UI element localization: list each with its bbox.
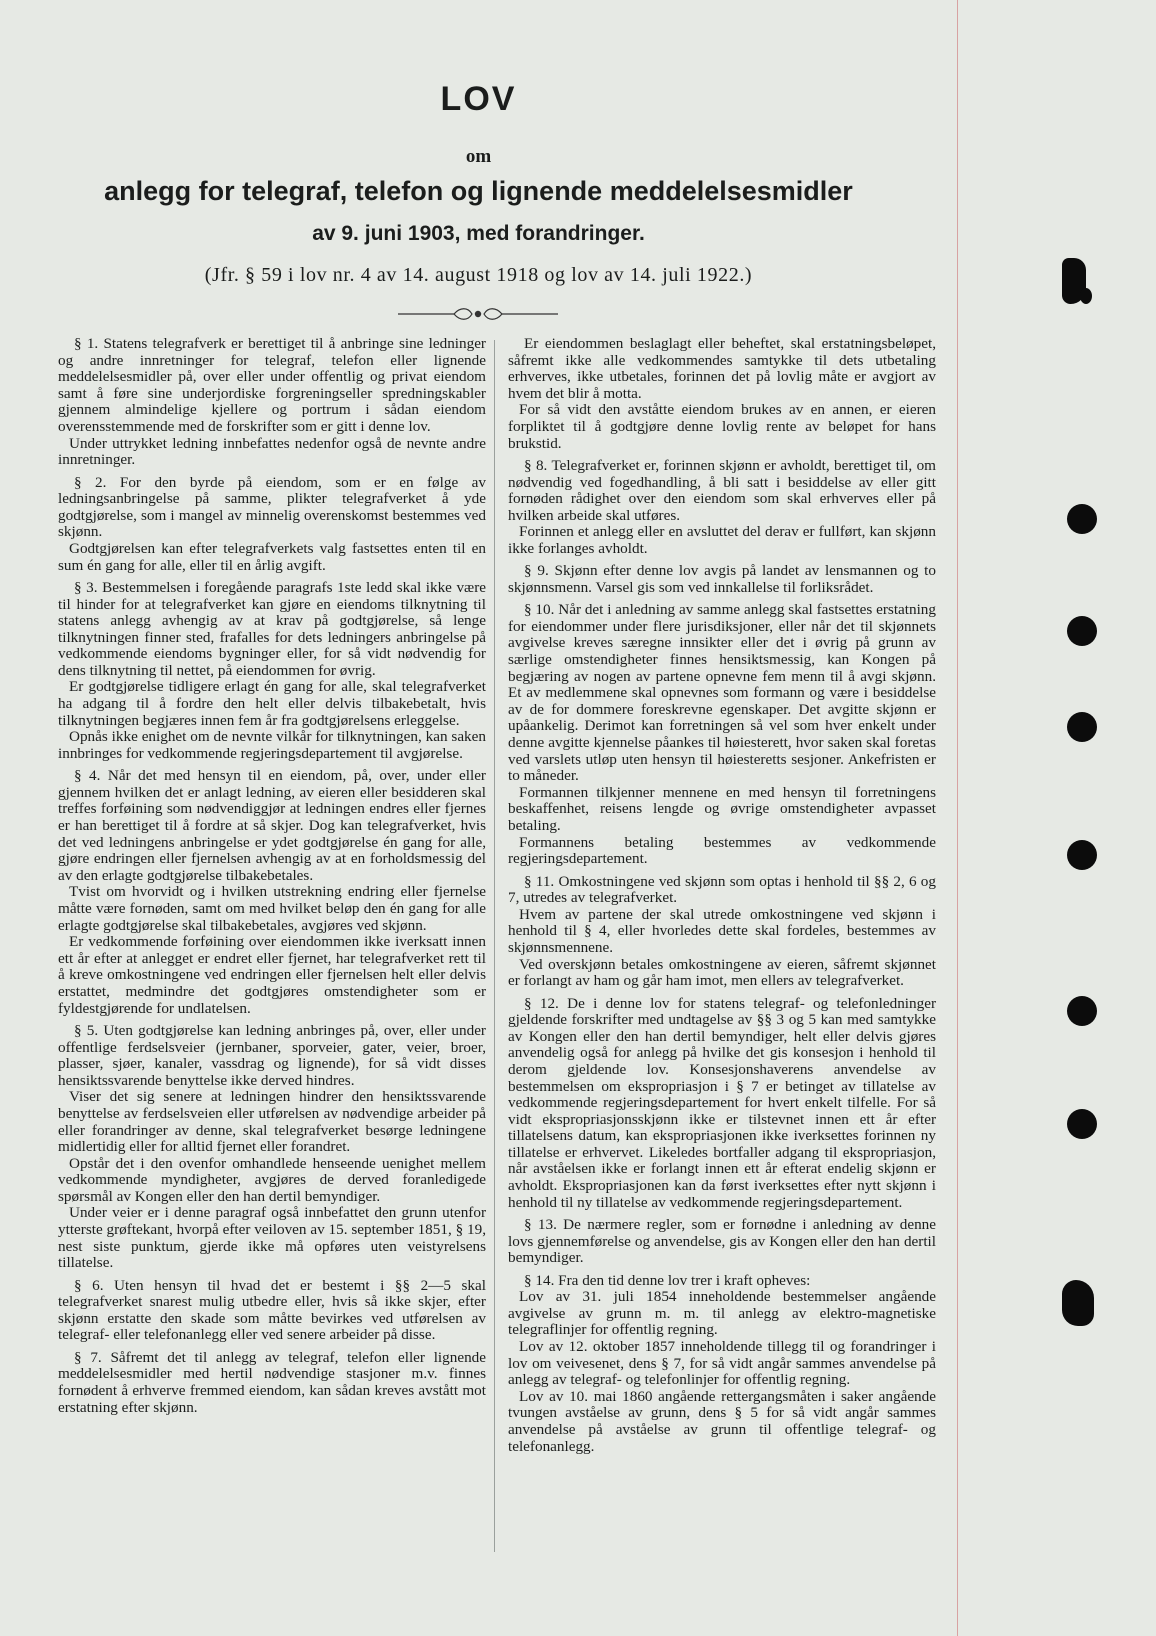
paragraph-section-7: § 7. Såfremt det til anlegg av telegraf, telefon eller lignende meddelelsesmidler med hertil nødvendige stasjoner m.v. finnes fornødent å erhverve fremmed eiendom, kan sådan kreves avstått mot erstatning efter skjønn. bbox=[58, 1348, 486, 1416]
paragraph-section-10: § 10. Når det i anledning av samme anlegg skal fastsettes erstatning for eiendommer under flere jurisdiksjoner, eller når det til skjønnets avgivelse kreves særegne innsikter eller det i øvrig på grunn av særlige omstendigheter finnes hensiktsmessig, kan Kongen på begjæring av nogen av partene opnevne fem menn til å avgi skjønn. Et av medlemmene skal opnevnes som formann og være i besiddelse av de for dommere foreskrevne egenskaper. Det avgitte skjønn er upåankelig. Derimot kan forretningen så vel som hver enkelt under denne avgitte kjennelse påankes til høiesterett, hvor saken skal foretas ved varslets utløp uten hensyn til høiesteretts sesjoner. Ankefristen er to måneder. bbox=[508, 601, 936, 785]
margin-rule bbox=[957, 0, 958, 1636]
paragraph: Er vedkommende forføining over eiendommen ikke iverksatt innen ett år efter at anlegget er endret eller fjernet, har telegrafverket rett til å kreve omkostningene ved endringen eller fjernelsen helt eller delvis erstattet, medmindre det godtgjøres omstendigheter som er fyldestgjørende for undlatelsen. bbox=[58, 933, 486, 1017]
punch-hole bbox=[1067, 840, 1097, 870]
paragraph: Opnås ikke enighet om de nevnte vilkår for tilknytningen, kan saken innbringes for vedkommende regjeringsdepartement til avgjørelse. bbox=[58, 728, 486, 762]
divider-ornament bbox=[398, 304, 558, 324]
paragraph-section-6: § 6. Uten hensyn til hvad det er bestemt i §§ 2—5 skal telegrafverket snarest mulig utbedre eller, hvis så ikke skjer, efter skjønn erstatte den skade som måtte bevirkes ved utførelsen av telegraf- eller telefonanlegg eller ved senere arbeider på disse. bbox=[58, 1276, 486, 1344]
paragraph: Forinnen et anlegg eller en avsluttet del derav er fullført, kan skjønn ikke forlanges avholdt. bbox=[508, 523, 936, 557]
paragraph: Lov av 10. mai 1860 angående rettergangsmåten i saker angående tvungen avståelse av grunn, dens § 5 for så vidt angår sammes anvendelse på avståelse av grunn til offentlige telegraf- og telefonanlegg. bbox=[508, 1387, 936, 1455]
document-reference: (Jfr. § 59 i lov nr. 4 av 14. august 1918 og lov av 14. juli 1922.) bbox=[204, 264, 753, 286]
punch-hole bbox=[1067, 616, 1097, 646]
paragraph-section-11: § 11. Omkostningene ved skjønn som optas i henhold til §§ 2, 6 og 7, utredes av telegrafverket. bbox=[508, 872, 936, 907]
paragraph-section-1: § 1. Statens telegrafverk er berettiget til å anbringe sine ledninger og andre innretninger for telegraf, telefon eller lignende meddelelsesmidler på, over eller under offentlig og privat eiendom samt å føre sine underjordiske forgreningseller spredningskabler gjennem almindelige kjellere og portrum i sådan eiendom overensstemmende med de forskrifter som er gitt i denne lov. bbox=[58, 335, 486, 435]
document-subtitle: anlegg for telegraf, telefon og lignende meddelelsesmidler bbox=[104, 176, 853, 206]
document-date: av 9. juni 1903, med forandringer. bbox=[312, 222, 645, 245]
column-divider bbox=[494, 340, 495, 1552]
paragraph: Er godtgjørelse tidligere erlagt én gang for alle, skal telegrafverket ha adgang til å fordre den helt eller delvis tilbakebetalt, hvis tilknytningen begjæres innen fem år fra godtgjørelsens erleggelse. bbox=[58, 678, 486, 729]
paragraph-section-3: § 3. Bestemmelsen i foregående paragrafs 1ste ledd skal ikke være til hinder for at telegrafverket kan gjøre en eiendoms tilknytning til statens anlegg avhengig av at krav på godtgjørelse, så lenge tilknytningen finner sted, frafalles for dets ledningers anbringelse på vedkommende eiendoms bygninger eller, for så vidt nødvendig for dens tilknytning til nettet, på eiendommen for øvrig. bbox=[58, 578, 486, 679]
paragraph: Er eiendommen beslaglagt eller beheftet, skal erstatningsbeløpet, såfremt ikke alle vedkommendes samtykke til dets utbetaling erhverves, ikke utbetales, forinnen det på lovlig måte er avgjort av hvem det blir å motta. bbox=[508, 335, 936, 402]
left-column bbox=[58, 336, 486, 1422]
paragraph: Ved overskjønn betales omkostningene av eieren, såfremt skjønnet er forlangt av ham og går ham imot, men ellers av telegrafverket. bbox=[508, 955, 936, 990]
document-title: LOV bbox=[440, 80, 517, 118]
paragraph: For så vidt den avståtte eiendom brukes av en annen, er eieren forpliktet til å godtgjøre denne lovlig rente av beløpet for hans brukstid. bbox=[508, 401, 936, 452]
paragraph-section-4: § 4. Når det med hensyn til en eiendom, på, over, under eller gjennem hvilken det er anlagt ledning, av eieren eller besidderen skal treffes forføining som nødvendiggjør at ledningen endres eller fjernes er han berettiget til å fordre at så skjer. Dog kan telegrafverket, hvis det ved ledningens anbringelse er ydet godtgjørelse én gang for alle, gjøre endringen eller fjernelsen avhengig av at en forholdsmessig del av den erlagte godtgjørelse tilbakebetales. bbox=[58, 767, 486, 884]
punch-hole bbox=[1067, 712, 1097, 742]
paragraph: Hvem av partene der skal utrede omkostningene ved skjønn i henhold til § 4, eller hvorledes dette skal fordeles, bestemmes av skjønnsmennene. bbox=[508, 905, 936, 956]
paragraph: Under uttrykket ledning innbefattes nedenfor også de nevnte andre innretninger. bbox=[58, 434, 486, 469]
binding-notch bbox=[1062, 1280, 1094, 1326]
paragraph-section-12: § 12. De i denne lov for statens telegraf- og telefonledninger gjeldende forskrifter med undtagelse av §§ 3 og 5 kan med samtykke av Kongen eller den han dertil bemyndiger, helt eller delvis gjøres anvendelig også for anlegg på hvilke det gis konsesjon i henhold til derom gjeldende lov. Konsesjonshaverens anvendelse av bestemmelsen om ekspropriasjon i § 7 er betinget av tillatelse av vedkommende regjeringsdepartement for hvert enkelt tilfelle. For så vidt ekspropriasjonsskjønn ikke er tilstevnet innen ett år efter tillatelsens datum, kan ekspropriasjonen ikke iverksettes forinnen ny tillatelse er erhvervet. Likeledes bortfaller adgang til ekspropriasjon, når avståelsen ikke er forlangt innen ett år efterat endelig skjønn er avholdt. Ekspropriasjonen kan da først iverksettes efter nytt skjønn i henhold til ny tillatelse av vedkommende regjeringsdepartement. bbox=[508, 994, 936, 1211]
paragraph-section-2: § 2. For den byrde på eiendom, som er en følge av ledningsanbringelse på samme, plikter telegrafverket å yde godtgjørelse, som i mangel av minnelig overenskomst bestemmes ved skjønn. bbox=[58, 473, 486, 541]
paragraph-section-5: § 5. Uten godtgjørelse kan ledning anbringes på, over, eller under offentlige ferdselsveier (jernbaner, sporveier, gater, veier, broer, plasser, sjøer, kanaler, vassdrag og lignende), for så vidt disses hensiktssvarende benyttelse ikke derved hindres. bbox=[58, 1021, 486, 1089]
punch-hole bbox=[1067, 504, 1097, 534]
binding-notch-tail bbox=[1080, 288, 1092, 304]
paragraph-section-9: § 9. Skjønn efter denne lov avgis på landet av lensmannen og to skjønnsmenn. Varsel gis som ved innkallelse til forliksrådet. bbox=[508, 562, 936, 596]
paragraph: Opstår det i den ovenfor omhandlede henseende uenighet mellem vedkommende myndigheter, avgjøres de derved foranledigede spørsmål av Kongen eller den han dertil bemyndiger. bbox=[58, 1154, 486, 1205]
paragraph: Viser det sig senere at ledningen hindrer den hensiktssvarende benyttelse av ferdselsveien eller utførelsen av nødvendige arbeider på eller forandringer av denne, skal telegrafverket besørge ledningene midlertidig eller for alltid fjernet eller forandret. bbox=[58, 1088, 486, 1156]
paragraph: Lov av 31. juli 1854 inneholdende bestemmelser angående avgivelse av grunn m. m. til anlegg av elektro-magnetiske telegraflinjer for offentlig regning. bbox=[508, 1288, 936, 1339]
paragraph: Under veier er i denne paragraf også innbefattet den grunn utenfor ytterste grøftekant, hvorpå efter veiloven av 15. september 1851, § 19, nest siste punktum, gjerde ikke må opføres uten veistyrelsens tillatelse. bbox=[58, 1204, 486, 1272]
paragraph-section-14: § 14. Fra den tid denne lov trer i kraft opheves: bbox=[524, 1271, 811, 1289]
paragraph-section-8: § 8. Telegrafverket er, forinnen skjønn er avholdt, berettiget til, om nødvendig ved fogedhandling, å bli satt i besiddelse av eller gitt fornøden rådighet over den eiendom som skal erhverves eller på hvilken arbeide skal utføres. bbox=[508, 456, 936, 524]
paragraph: Lov av 12. oktober 1857 inneholdende tillegg til og forandringer i lov om veivesenet, dens § 7, for så vidt angår sammes anvendelse på anlegg av telegraf- og telefonlinjer for offentlig regning. bbox=[508, 1338, 936, 1389]
right-column bbox=[508, 336, 936, 1461]
paragraph: Formannen tilkjenner mennene en med hensyn til forretningens beskaffenhet, reisens lengde og øvrige omstendigheter avpasset betaling. bbox=[508, 783, 936, 835]
paragraph: Godtgjørelsen kan efter telegrafverkets valg fastsettes enten til en sum én gang for alle, eller til en årlig avgift. bbox=[58, 539, 486, 574]
title-connector: om bbox=[465, 146, 492, 167]
punch-hole bbox=[1067, 996, 1097, 1026]
paragraph: Formannens betaling bestemmes av vedkommende regjeringsdepartement. bbox=[508, 833, 936, 868]
paragraph: Tvist om hvorvidt og i hvilken utstrekning endring eller fjernelse måtte være fornøden, samt om med hvilket beløp den én gang for alle erlagte godtgjørelse skal tilbakebetales, avgjøres ved skjønn. bbox=[58, 883, 486, 934]
punch-hole bbox=[1067, 1109, 1097, 1139]
paragraph-section-13: § 13. De nærmere regler, som er fornødne i anledning av denne lovs gjennemførelse og anvendelse, gis av Kongen eller den han dertil bemyndiger. bbox=[508, 1216, 936, 1267]
